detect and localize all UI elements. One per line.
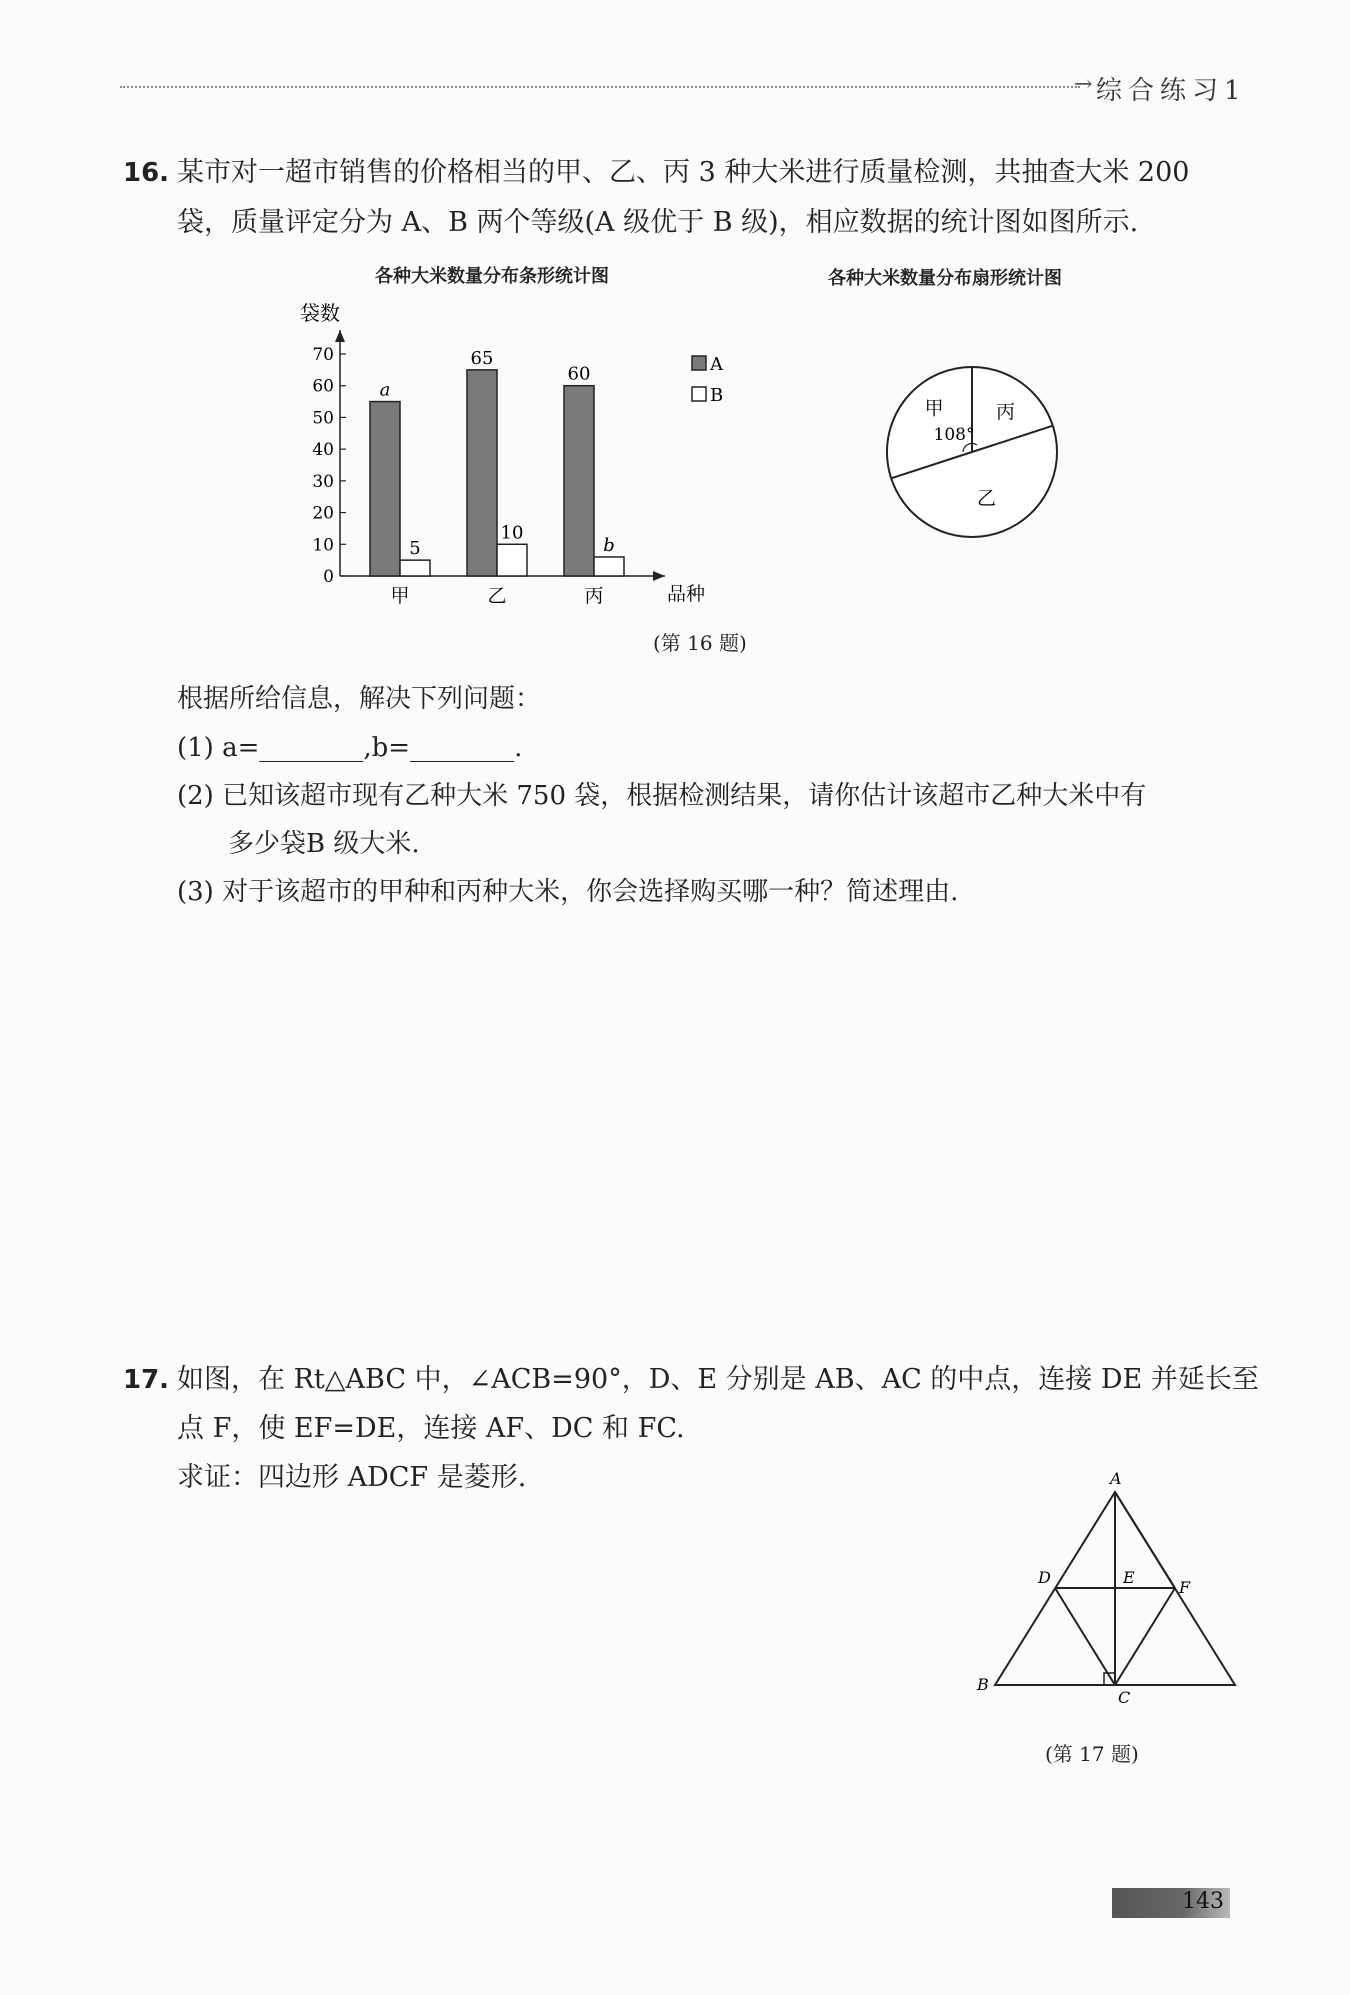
bar-data-label-B-2: b bbox=[603, 534, 615, 556]
bar-A-2 bbox=[564, 386, 594, 576]
point-label-f: F bbox=[1179, 1578, 1191, 1597]
bar-data-label-A-2: 60 bbox=[567, 363, 591, 385]
point-label-e: E bbox=[1123, 1568, 1135, 1587]
pie-slice-label-1: 丙 bbox=[995, 401, 1015, 424]
q16-figure-caption: (第 16 题) bbox=[653, 631, 747, 655]
bar-chart-legend bbox=[692, 354, 724, 406]
segment-fc bbox=[1115, 1588, 1175, 1685]
bar-data-label-B-0: 5 bbox=[409, 538, 421, 560]
page-number: 143 bbox=[1182, 1889, 1224, 1914]
point-label-a: A bbox=[1110, 1469, 1122, 1488]
bar-A-1 bbox=[467, 370, 497, 576]
bar-data-label-A-1: 65 bbox=[470, 347, 494, 369]
pie-chart bbox=[870, 360, 1070, 560]
legend-label-A: A bbox=[710, 354, 723, 375]
bar-chart-xlabel: 品种 bbox=[667, 583, 706, 605]
pie-angle-label: 108° bbox=[933, 425, 975, 445]
bar-data-label-B-1: 10 bbox=[500, 522, 524, 544]
header-dotted-line bbox=[120, 86, 1080, 88]
bar-y-tick-label: 70 bbox=[312, 345, 334, 365]
point-label-d: D bbox=[1038, 1568, 1051, 1587]
legend-swatch-B bbox=[692, 387, 706, 401]
q16-sub3: (3) 对于该超市的甲种和丙种大米，你会选择购买哪一种？简述理由. bbox=[177, 877, 959, 907]
bar-y-tick-label: 0 bbox=[323, 567, 334, 587]
q16-sub2-line1: (2) 已知该超市现有乙种大米 750 袋，根据检测结果，请你估计该超市乙种大米中有 bbox=[177, 781, 1147, 811]
q16-sub1: (1) a=________,b=________. bbox=[177, 733, 523, 763]
q17-text-line2: 点 F，使 EF=DE，连接 AF、DC 和 FC. bbox=[177, 1413, 685, 1444]
bar-B-2 bbox=[594, 557, 624, 576]
bar-data-label-A-0: a bbox=[379, 379, 391, 401]
q16-text-line2: 袋，质量评定分为 A、B 两个等级(A 级优于 B 级)，相应数据的统计图如图所示. bbox=[177, 207, 1139, 238]
point-label-c: C bbox=[1118, 1688, 1131, 1707]
pie-slice-label-0: 甲 bbox=[924, 397, 944, 420]
bar-category-label-0: 甲 bbox=[390, 585, 410, 607]
legend-swatch-A bbox=[692, 356, 706, 370]
q16-intro: 根据所给信息，解决下列问题： bbox=[177, 684, 542, 714]
q17-figure-caption: (第 17 题) bbox=[1045, 1742, 1139, 1766]
bar-x-axis-arrow bbox=[653, 571, 665, 581]
q16-text-line1: 某市对一超市销售的价格相当的甲、乙、丙 3 种大米进行质量检测，共抽查大米 200 bbox=[177, 157, 1190, 188]
bar-B-0 bbox=[400, 560, 430, 576]
bar-A-0 bbox=[370, 402, 400, 576]
bar-category-label-2: 丙 bbox=[584, 585, 604, 607]
bar-chart-ylabel: 袋数 bbox=[300, 301, 340, 325]
pie-chart-marks bbox=[887, 367, 1057, 537]
q17-number: 17. bbox=[123, 1365, 170, 1395]
header-arrow-icon: → bbox=[1074, 72, 1093, 97]
legend-label-B: B bbox=[710, 385, 724, 406]
bar-category-label-1: 乙 bbox=[487, 585, 507, 607]
bar-chart-title: 各种大米数量分布条形统计图 bbox=[375, 266, 609, 287]
bar-y-tick-label: 10 bbox=[312, 535, 334, 556]
bar-y-tick-label: 30 bbox=[312, 471, 334, 492]
bar-y-tick-label: 20 bbox=[312, 503, 334, 524]
pie-slice-label-2: 乙 bbox=[976, 487, 996, 510]
bar-chart-marks bbox=[370, 348, 624, 607]
bar-y-tick-label: 60 bbox=[312, 376, 334, 397]
q16-sub2-line2: 多少袋B 级大米. bbox=[228, 829, 420, 859]
pie-chart-title: 各种大米数量分布扇形统计图 bbox=[828, 268, 1062, 289]
point-label-b: B bbox=[977, 1675, 989, 1694]
bar-y-axis-arrow bbox=[335, 330, 345, 342]
q17-geometry-figure bbox=[965, 1460, 1205, 1710]
header-title: 综合练习1 bbox=[1096, 76, 1247, 106]
q16-number: 16. bbox=[123, 158, 170, 188]
bar-y-tick-label: 40 bbox=[312, 440, 334, 461]
q17-text-line3: 求证：四边形 ADCF 是菱形. bbox=[177, 1462, 527, 1493]
bar-chart bbox=[280, 290, 724, 620]
q17-text-line1: 如图，在 Rt△ABC 中，∠ACB=90°，D、E 分别是 AB、AC 的中点，连接 DE 并延长至 bbox=[177, 1364, 1259, 1395]
bar-B-1 bbox=[497, 544, 527, 576]
segment-dc bbox=[1055, 1588, 1115, 1685]
bar-y-tick-label: 50 bbox=[312, 408, 334, 429]
